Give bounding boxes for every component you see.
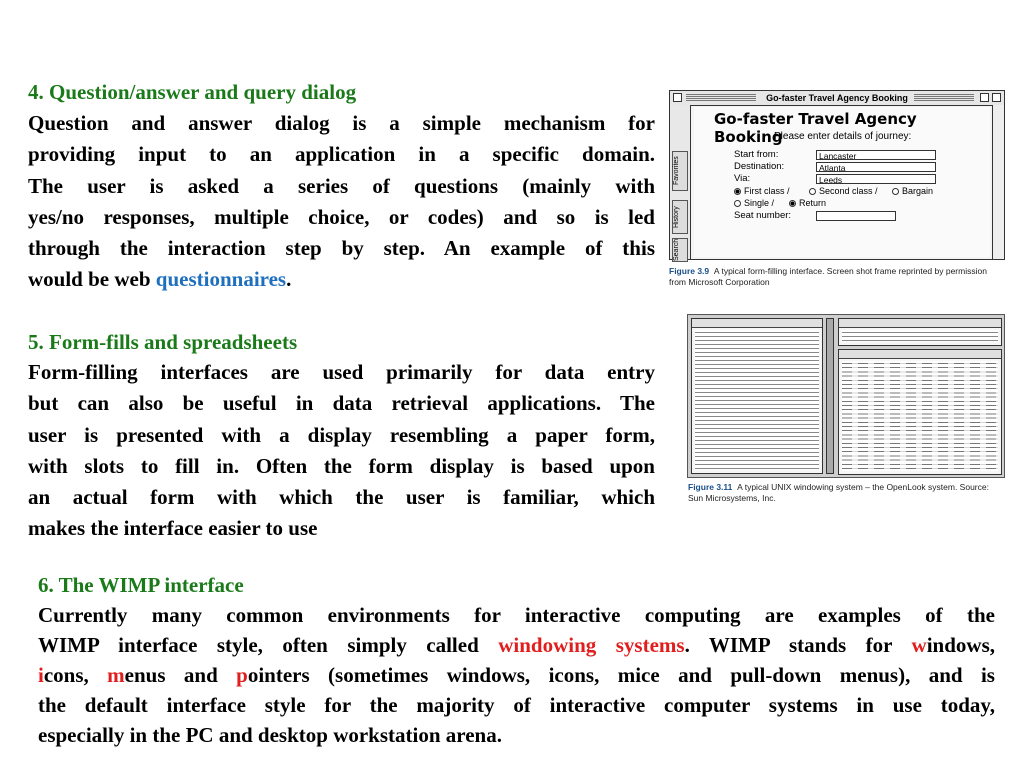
form-filling-screenshot [669,90,1005,260]
tab-favorites: Favorites [672,151,688,191]
paragraph-line: the default interface style for the majority of interactive computer systems in use today, [38,693,995,717]
window-titlebar [692,319,822,328]
titlebar-stripes [686,94,756,102]
option-label: First class / [744,186,790,196]
via-label: Via: [734,173,751,184]
paragraph-line: The user is asked a series of questions (mainly with [28,173,655,198]
text-span: ointers (sometimes windows, icons, mice and pull-down menus), and is [247,663,995,687]
terminal-window [691,318,823,474]
i-highlight: i [38,663,44,687]
text-span: indows, [926,633,995,657]
window-titlebar [839,350,1001,359]
radio-icon [809,188,816,195]
listing-window [838,349,1002,475]
tab-search: Search [672,238,688,262]
seat-label: Seat number: [734,210,792,221]
zoom-box-icon [980,93,989,102]
destination-field: Atlanta [816,162,936,172]
text-span: enus and [124,663,237,687]
figure-2-caption [688,482,1006,504]
start-label: Start from: [734,149,779,160]
paragraph-line: with slots to fill in. Often the form display is based upon [28,453,655,478]
caption-label: Figure 3.9 [669,266,710,276]
terminal-text [695,330,819,470]
scrollbar [992,105,1004,259]
paragraph-line [38,630,995,660]
p-highlight: p [236,663,248,687]
via-field: Leeds [816,174,936,184]
paragraph-line [38,660,995,690]
destination-label: Destination: [734,161,785,172]
option-label: Single / [744,198,775,208]
section-6-heading: 6. The WIMP interface [38,573,244,597]
paragraph-line: Currently many common environments for interactive computing are examples of the [38,603,995,627]
option-label: Return [799,198,827,208]
collapse-box-icon [992,93,1001,102]
paragraph-line: an actual form with which the user is familiar, which [28,485,655,510]
window-text [842,330,998,342]
caption-text: A typical UNIX windowing system – the OpenLook system. Source: Sun Microsystems, Inc. [688,482,989,503]
paragraph-line: makes the interface easier to use [28,516,318,541]
titlebar-stripes [914,94,974,102]
first-class-option [734,186,790,196]
seat-field [816,211,896,221]
paragraph-line: through the interaction step by step. An example of this [28,236,655,261]
windowing-systems-highlight: windowing systems [498,633,685,657]
window-title: Go-faster Travel Agency Booking [763,93,911,103]
section-6-paragraph [38,600,995,750]
section-4-heading: 4. Question/answer and query dialog [28,80,357,104]
tab-history: History [672,200,688,234]
radio-icon [734,188,741,195]
paragraph-line: but can also be useful in data retrieval applications. The [28,391,655,416]
caption-text: A typical form-filling interface. Screen shot frame reprinted by permission from Microsoft Corporation [669,266,987,287]
form-title: Go-faster Travel Agency Booking [714,110,917,146]
paragraph-line: Question and answer dialog is a simple mechanism for [28,111,655,135]
close-box-icon [673,93,682,102]
figure-1-caption [669,266,1005,288]
section-4-paragraph [28,108,655,296]
option-label: Second class / [819,186,878,196]
caption-label: Figure 3.11 [688,482,733,492]
window-titlebar [839,319,1001,328]
text-span: would be web [28,267,156,292]
text-span: WIMP interface style, often simply called [38,633,499,657]
radio-icon [789,200,796,207]
listing-text [842,361,998,471]
questionnaires-link[interactable]: questionnaires [155,267,287,292]
scrollbar [826,318,834,474]
bargain-option [892,186,933,196]
section-5-paragraph [28,357,655,545]
text-span: cons, [43,663,108,687]
form-subtitle: Please enter details of journey: [774,131,912,142]
return-option [789,198,826,208]
paragraph-line: providing input to an application in a specific domain. [28,142,655,167]
small-window [838,318,1002,346]
paragraph-line [28,264,655,295]
openlook-screenshot [687,314,1005,478]
form-content [694,107,990,257]
paragraph-line: yes/no responses, multiple choice, or codes) and so is led [28,204,655,229]
paragraph-line: user is presented with a display resembling a paper form, [28,422,655,447]
w-highlight: w [911,633,927,657]
single-option [734,198,774,208]
start-field: Lancaster [816,150,936,160]
radio-icon [892,188,899,195]
option-label: Bargain [902,186,934,196]
window-titlebar [670,91,1004,106]
paragraph-line: especially in the PC and desktop workstation arena. [38,723,502,747]
m-highlight: m [107,663,125,687]
section-5-heading: 5. Form-fills and spreadsheets [28,330,298,354]
text-span: . [286,267,292,292]
second-class-option [809,186,878,196]
side-tabs [670,105,691,259]
text-span: . WIMP stands for [684,633,912,657]
paragraph-line: Form-filling interfaces are used primarily for data entry [28,360,655,384]
radio-icon [734,200,741,207]
